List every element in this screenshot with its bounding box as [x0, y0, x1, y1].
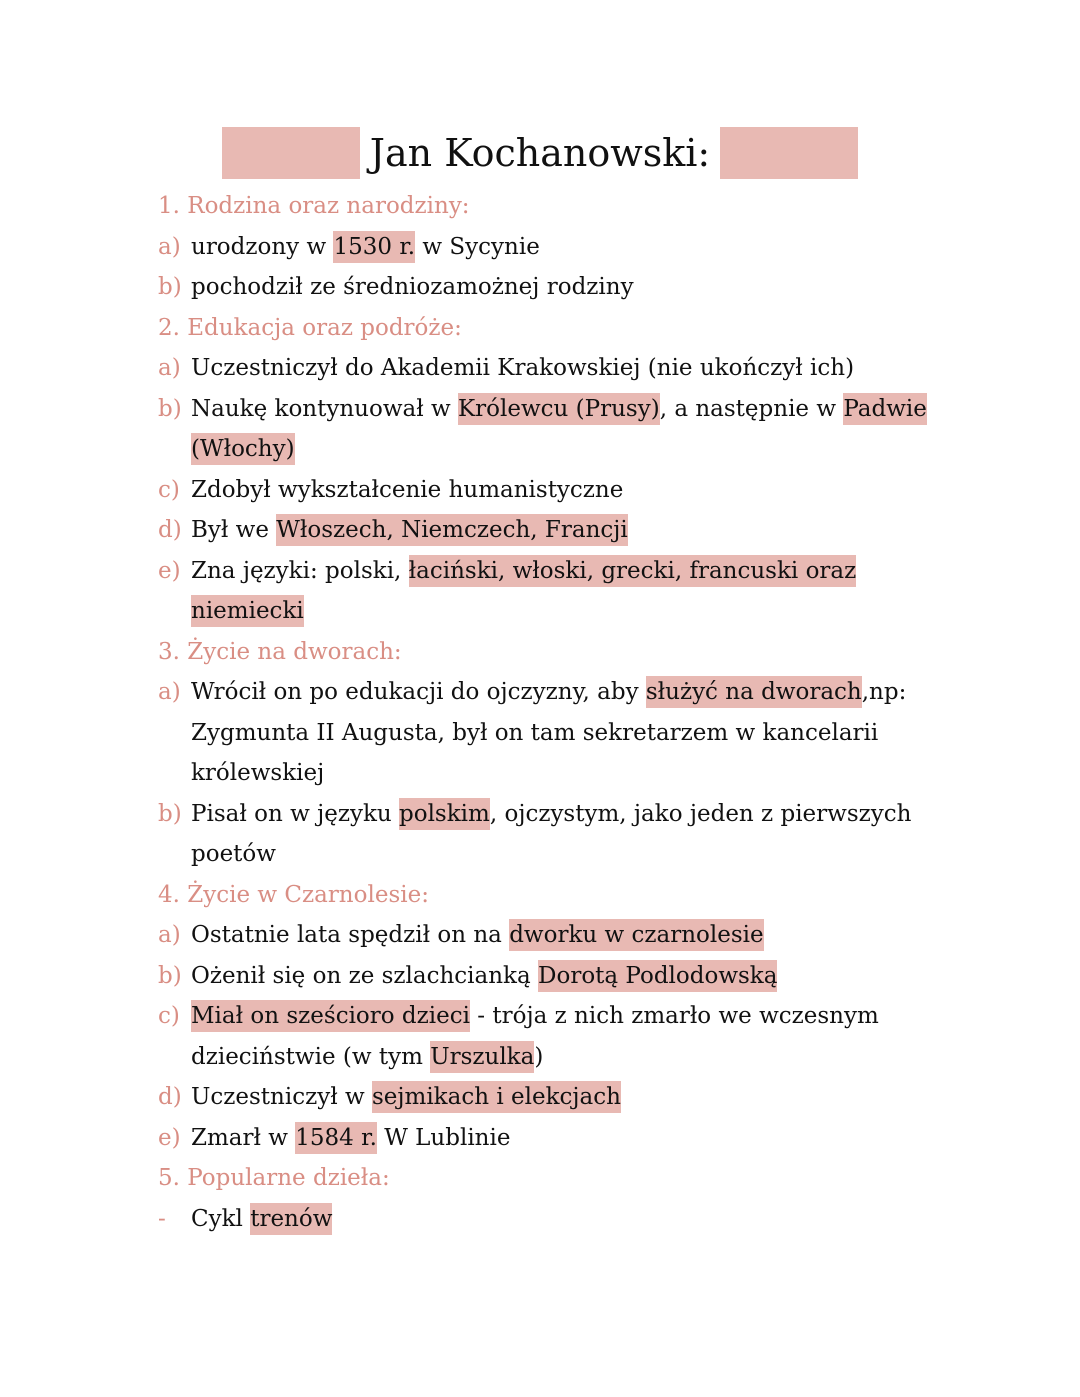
text-segment: Ożenił się on ze szlachcianką [191, 962, 539, 989]
highlighted-text: Włoszech, Niemczech, Francji [276, 514, 627, 546]
text-segment: urodzony w [191, 233, 334, 260]
list-marker: b) [158, 274, 182, 300]
list-item [158, 1199, 988, 1240]
text-segment: , ojczystym, jako jeden z pierwszych [489, 800, 912, 827]
list-marker: e) [158, 1124, 181, 1151]
list-item [158, 1118, 988, 1159]
text-segment: poetów [191, 841, 276, 867]
list-item-text [191, 227, 988, 268]
text-line [191, 1077, 988, 1118]
text-segment: królewskiej [191, 760, 325, 786]
list-item-text [191, 510, 988, 551]
text-line [191, 551, 988, 592]
text-line [191, 794, 988, 835]
list-item-text [191, 551, 988, 632]
list-marker: c) [158, 1003, 180, 1029]
list-marker: e) [158, 557, 181, 584]
list-marker: a) [158, 355, 181, 381]
text-segment: pochodził ze średniozamożnej rodziny [191, 274, 634, 300]
highlighted-text: 1530 r. [333, 231, 415, 263]
highlighted-text: Królewcu (Prusy) [458, 393, 660, 425]
section-heading: 5. Popularne dzieła: [158, 1165, 390, 1191]
highlighted-text: polskim [399, 798, 490, 830]
highlighted-text: łaciński, włoski, grecki, francuski oraz [409, 555, 857, 587]
text-segment: Cykl [191, 1205, 251, 1232]
text-segment: Pisał on w języku [191, 800, 399, 827]
list-item [158, 470, 988, 511]
text-segment: , a następnie w [659, 395, 844, 422]
text-segment: Zygmunta II Augusta, był on tam sekretarzem w kancelarii [191, 719, 879, 746]
text-segment: W Lublinie [376, 1124, 511, 1151]
highlighted-text: niemiecki [191, 595, 304, 627]
list-item-text [191, 1077, 988, 1118]
highlighted-text: Padwie [843, 393, 927, 425]
text-segment: Ostatnie lata spędził on na [191, 922, 510, 948]
text-line [191, 753, 988, 794]
highlighted-text: Miał on sześcioro dzieci [191, 1000, 470, 1032]
list-item [158, 551, 988, 632]
list-item-text [191, 996, 988, 1077]
highlighted-text: (Włochy) [191, 433, 295, 465]
list-item-text [191, 956, 988, 997]
list-item-text [191, 794, 988, 875]
list-marker: a) [158, 679, 181, 705]
list-item-text [191, 1199, 988, 1240]
section-heading: 3. Życie na dworach: [158, 638, 402, 665]
list-item [158, 267, 988, 308]
text-segment: Uczestniczył do Akademii Krakowskiej (nie ukończył ich) [191, 355, 855, 381]
text-line [191, 1118, 988, 1159]
list-marker: - [158, 1205, 166, 1232]
text-segment: Zmarł w [191, 1124, 296, 1151]
list-item-text [191, 1118, 988, 1159]
list-item-text [191, 348, 988, 389]
text-segment: ) [534, 1043, 544, 1070]
list-item [158, 1077, 988, 1118]
text-line [191, 956, 988, 997]
text-line [191, 834, 988, 875]
title-row [0, 126, 1080, 180]
section-heading: 4. Życie w Czarnolesie: [158, 881, 429, 908]
text-line [191, 510, 988, 551]
text-line [191, 389, 988, 430]
highlighted-text: trenów [250, 1203, 332, 1235]
list-item [158, 227, 988, 268]
list-item [158, 956, 988, 997]
highlighted-text: Dorotą Podlodowską [538, 960, 777, 992]
text-segment: Był we [191, 517, 277, 543]
list-marker: d) [158, 517, 182, 543]
text-line [191, 672, 988, 713]
text-segment: Zna języki: polski, [191, 557, 409, 584]
list-marker: b) [158, 800, 182, 827]
text-line [191, 470, 988, 511]
text-segment: - trója z nich zmarło we wczesnym [469, 1003, 879, 1029]
text-line [191, 429, 988, 470]
list-item [158, 794, 988, 875]
title-highlight-right [720, 127, 858, 179]
section-heading: 1. Rodzina oraz narodziny: [158, 193, 470, 219]
list-marker: c) [158, 476, 180, 503]
highlighted-text: sejmikach i elekcjach [372, 1081, 621, 1113]
highlighted-text: dworku w czarnolesie [509, 919, 763, 951]
text-segment: dzieciństwie (w tym [191, 1043, 431, 1070]
text-line [191, 227, 988, 268]
text-segment: Naukę kontynuował w [191, 395, 458, 422]
list-marker: d) [158, 1084, 182, 1110]
list-item [158, 348, 988, 389]
text-segment: w Sycynie [415, 233, 540, 260]
list-item-text [191, 470, 988, 511]
list-marker: a) [158, 922, 181, 948]
list-marker: a) [158, 233, 181, 260]
text-line [191, 267, 988, 308]
title-highlight-left [222, 127, 360, 179]
notes-content [158, 186, 988, 1239]
section-heading: 2. Edukacja oraz podróże: [158, 314, 462, 341]
highlighted-text: Urszulka [430, 1041, 534, 1073]
list-item [158, 672, 988, 794]
list-item-text [191, 915, 988, 956]
text-line [191, 915, 988, 956]
highlighted-text: 1584 r. [295, 1122, 377, 1154]
text-line [191, 713, 988, 754]
list-item-text [191, 389, 988, 470]
text-segment: Wrócił on po edukacji do ojczyzny, aby [191, 679, 646, 705]
list-item-text [191, 267, 988, 308]
text-line [191, 1199, 988, 1240]
list-marker: b) [158, 962, 182, 989]
text-segment: Uczestniczył w [191, 1084, 372, 1110]
list-item-text [191, 672, 988, 794]
text-line [191, 1037, 988, 1078]
list-item [158, 389, 988, 470]
list-item [158, 915, 988, 956]
highlighted-text: służyć na dworach [646, 676, 862, 708]
list-item [158, 510, 988, 551]
list-marker: b) [158, 395, 182, 422]
text-line [191, 591, 988, 632]
text-line [191, 996, 988, 1037]
list-item [158, 996, 988, 1077]
text-segment: ,np: [861, 679, 907, 705]
text-segment: Zdobył wykształcenie humanistyczne [191, 476, 624, 503]
text-line [191, 348, 988, 389]
page-title: Jan Kochanowski: [369, 131, 711, 175]
